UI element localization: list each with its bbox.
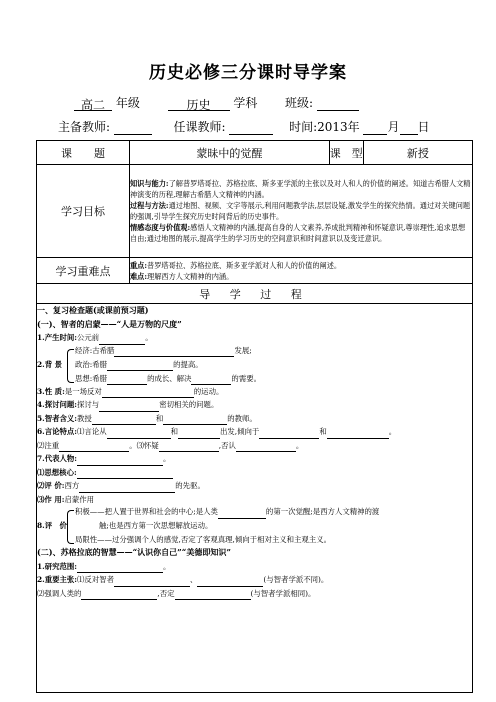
item-6b-blank-1[interactable] <box>59 442 129 452</box>
teacher-label: 任课教师: <box>173 120 226 134</box>
item-7 <box>37 452 472 466</box>
plan-table <box>36 140 473 693</box>
item-j3-mid: ,否定 <box>157 588 175 598</box>
item-2-economy-text: 经济:古希腊 <box>75 345 115 355</box>
hard-point-text: 理解西方人文精神的内涵。 <box>147 271 234 281</box>
item-7c-text: 启蒙作用 <box>64 494 95 504</box>
key-points-cell <box>129 258 472 284</box>
section-1a-title: (一)、智者的启蒙——“人是万物的尺度” <box>37 318 182 329</box>
item-j2-mid: 、 <box>189 575 198 584</box>
item-4 <box>37 398 472 412</box>
item-2-thought-end: 的需要。 <box>231 373 261 383</box>
item-8 <box>37 506 472 546</box>
item-2-economy <box>75 344 252 358</box>
item-2-politics-end: 的提高。 <box>173 359 203 369</box>
type-label: 课 型 <box>329 141 363 165</box>
item-6 <box>37 425 472 439</box>
goal-knowledge-key: 知识与能力: <box>129 179 169 188</box>
item-5-blank-2[interactable] <box>163 415 227 425</box>
process-title: 导 学 过 程 <box>37 284 473 304</box>
item-8-positive-text: 积极——把人置于世界和社会的中心;是人类 <box>75 507 218 516</box>
item-5-end: 的教师。 <box>227 413 257 423</box>
item-6-end: 。 <box>388 427 397 436</box>
goal-method-key: 过程与方法: <box>129 201 169 210</box>
type-value: 新授 <box>363 141 472 165</box>
item-6-label: 6.言论特点: <box>37 427 78 436</box>
item-5-text: 教授 <box>77 413 92 423</box>
page-title: 历史必修三分课时导学案 <box>149 63 347 83</box>
header-line-2 <box>58 118 430 135</box>
item-6b <box>37 439 472 453</box>
item-8-positive-text-2: 的第一次觉醒;是西方人文精神的渡 <box>265 507 380 516</box>
item-j2-text: ⑴反对智者 <box>77 575 114 584</box>
item-7b <box>37 479 472 493</box>
hard-point-key: 难点: <box>129 271 147 281</box>
goal-knowledge <box>130 178 472 200</box>
class-label: 班级: <box>285 96 314 110</box>
item-7a-label: ⑴思想核心: <box>37 467 77 477</box>
item-7b-end: 的先驱。 <box>175 481 205 490</box>
item-4-label: 4.探讨问题: <box>37 400 78 409</box>
item-3 <box>37 385 472 399</box>
item-7-end: 。 <box>163 454 171 463</box>
goal-knowledge-text: 了解普罗塔哥拉、苏格拉底、斯多亚学派的主张以及对人和人的价值的阐述。知道古希腊人文精神演变的历程,理解古希腊人文精神的内涵。 <box>129 179 471 199</box>
topic-value: 蒙昧中的觉醒 <box>129 141 329 165</box>
item-2-politics-blank[interactable] <box>107 361 173 371</box>
item-2-economy-blank[interactable] <box>114 347 234 357</box>
item-8-positive <box>75 505 379 519</box>
item-7c <box>37 493 472 507</box>
item-3-text: 是一场反对 <box>64 386 102 396</box>
item-6-blank-1[interactable] <box>107 429 171 439</box>
item-6-mid-2: 出发,倾向于 <box>220 427 260 436</box>
time-label: 时间:2013年 <box>289 120 360 134</box>
header-line-1 <box>74 94 359 111</box>
item-j2-label: 2.重要主张: <box>37 575 78 584</box>
item-7c-label: ⑶作 用: <box>37 494 65 504</box>
item-j2 <box>37 573 472 587</box>
process-body <box>37 304 473 693</box>
item-j3-blank-1[interactable] <box>81 590 157 600</box>
item-6b-text: ⑵注重 <box>37 440 60 450</box>
item-2-economy-end: 发展; <box>234 345 252 355</box>
item-1-text: 公元前 <box>77 333 100 342</box>
item-8-limit <box>75 533 331 547</box>
item-6-mid: 和 <box>170 427 178 436</box>
prep-teacher-label: 主备教师: <box>58 120 111 134</box>
item-j1 <box>37 560 472 574</box>
item-2-thought-blank-1[interactable] <box>107 375 147 385</box>
item-j3-end: (与智者学派相同)。 <box>250 588 316 598</box>
item-4-end: 密切相关的问题。 <box>159 400 219 409</box>
month-blank[interactable] <box>363 120 387 135</box>
item-5-label: 5.智者含义: <box>37 413 78 423</box>
goal-attitude-text: 感悟人文精神的内涵,提高自身的人文素养,养成批判精神和怀疑意识,尊崇理性,追求思想自由;通过地图的展示,提高学生的学习历史的空间意识和时间意识以及变迁意识。 <box>129 223 466 243</box>
item-j2-blank-1[interactable] <box>114 577 190 587</box>
day-blank[interactable] <box>400 120 418 135</box>
item-7a-blank[interactable] <box>77 469 173 479</box>
item-6b-end: 。 <box>295 440 304 450</box>
hard-point <box>130 271 472 282</box>
item-6b-blank-3[interactable] <box>236 442 296 452</box>
goal-attitude <box>130 222 472 244</box>
item-5-blank-1[interactable] <box>92 415 156 425</box>
goals-label: 学习目标 <box>37 165 130 258</box>
item-3-label: 3.性 质: <box>37 386 65 396</box>
item-j1-end: 。 <box>163 561 171 571</box>
item-3-end: 的运动。 <box>193 386 224 396</box>
item-6-mid-3: 和 <box>319 427 327 436</box>
item-6b-blank-2[interactable] <box>159 442 219 452</box>
item-8-brace <box>67 510 74 544</box>
day-label: 日 <box>417 120 430 134</box>
item-8-label: 8.评 价 <box>37 521 67 530</box>
month-label: 月 <box>387 120 400 134</box>
item-8-positive-cont <box>99 519 212 533</box>
topic-label: 课 题 <box>37 141 130 165</box>
grade-value: 高二 <box>74 96 112 111</box>
item-j3-blank-2[interactable] <box>175 590 251 600</box>
key-point-key: 重点: <box>129 260 147 270</box>
item-2-politics-text: 政治:希腊 <box>75 359 108 369</box>
key-point-text: 普罗塔哥拉、苏格拉底、斯多亚学派对人和人的价值的阐述。 <box>147 260 342 270</box>
item-2-thought-mid: 的成长、解决 <box>147 373 192 383</box>
item-6-blank-4[interactable] <box>327 429 389 439</box>
item-2 <box>37 345 472 385</box>
prep-teacher-blank[interactable] <box>114 120 152 135</box>
item-j1-label: 1.研究范围: <box>37 561 78 571</box>
key-point <box>130 260 472 271</box>
class-blank[interactable] <box>317 96 359 111</box>
item-6b-mid-2: ,否认 <box>218 440 236 450</box>
item-7b-label: ⑵评 价: <box>37 481 65 490</box>
item-8-positive-blank[interactable] <box>218 509 266 519</box>
goal-attitude-key: 情感态度与价值观: <box>129 223 191 232</box>
item-6b-mid: 。⑶怀疑 <box>129 440 159 450</box>
grade-label: 年级 <box>115 96 140 110</box>
item-1-label: 1.产生时间: <box>37 333 78 342</box>
goal-method-text: 通过地图、视频、文字等展示,利用问题教学法,层层设疑,激发学生的探究热情。通过对关键问题的强调,引导学生探究历史时间背后的历史事件。 <box>129 201 471 221</box>
section-2-title: (二)、苏格拉底的智慧——“认识你自己”“美德即知识” <box>37 547 231 557</box>
item-4-blank[interactable] <box>99 402 159 412</box>
item-j1-blank[interactable] <box>77 563 163 573</box>
item-2-thought <box>75 372 261 386</box>
item-7-blank[interactable] <box>77 456 163 466</box>
item-2-thought-blank-2[interactable] <box>191 375 231 385</box>
item-7a <box>37 466 472 480</box>
item-j3-text: ⑵强调人类的 <box>37 588 82 598</box>
item-7b-blank[interactable] <box>79 483 175 493</box>
subject-label: 学科 <box>233 96 258 110</box>
item-8-positive-text-3: 触;也是西方第一次思想解放运动。 <box>99 521 213 530</box>
item-5 <box>37 412 472 426</box>
item-6-blank-2[interactable] <box>178 429 220 439</box>
key-points-label: 学习重难点 <box>37 258 130 284</box>
teacher-blank[interactable] <box>229 120 273 135</box>
item-7b-text: 西方 <box>64 481 80 490</box>
item-3-blank[interactable] <box>102 388 194 398</box>
subject-value: 历史 <box>168 96 230 111</box>
item-1-end: 。 <box>145 333 153 342</box>
item-2-thought-text: 思想:希腊 <box>75 373 108 383</box>
section-1-title: 一、复习检查题(或课前预习题) <box>37 305 149 315</box>
item-j2-blank-2[interactable] <box>197 577 263 587</box>
item-5-mid: 和 <box>155 413 164 423</box>
item-7-label: 7.代表人物: <box>37 454 78 463</box>
item-1 <box>37 331 472 345</box>
item-j2-end: (与智者学派不同)。 <box>263 575 329 584</box>
goal-method <box>130 200 472 222</box>
item-j3 <box>37 587 472 601</box>
item-6-blank-3[interactable] <box>259 429 319 439</box>
item-2-brace <box>67 349 74 383</box>
goals-cell <box>129 165 472 258</box>
item-2-politics <box>75 358 203 372</box>
item-4-text: 探讨与 <box>77 400 100 409</box>
item-2-label: 2.背 景 <box>37 359 63 369</box>
item-8-limit-text: 局限性——过分强调个人的感觉,否定了客观真理,倾向于相对主义和主观主义。 <box>75 535 331 544</box>
item-6-text: ⑴言论从 <box>77 427 107 436</box>
